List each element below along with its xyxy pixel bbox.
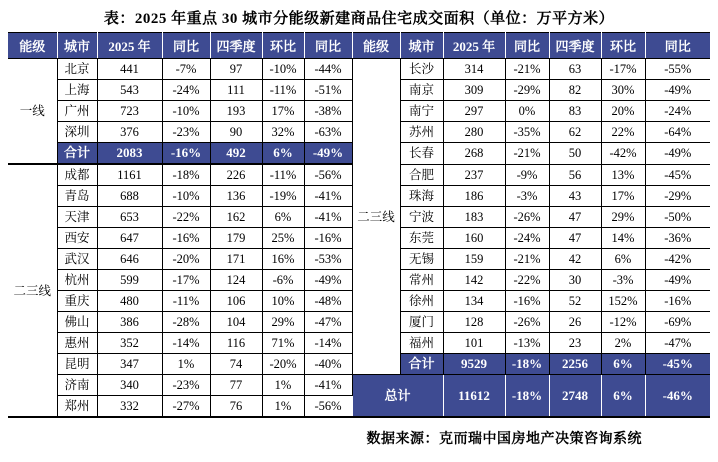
summary-value-cell: 2256 xyxy=(549,354,601,375)
value-cell: 1161 xyxy=(97,164,162,186)
value-cell: -38% xyxy=(304,101,352,122)
value-cell: 152% xyxy=(601,291,645,312)
value-cell: 6% xyxy=(601,249,645,270)
value-cell: 23 xyxy=(549,333,601,354)
value-cell: -16% xyxy=(505,291,549,312)
value-cell: -17% xyxy=(601,59,645,80)
value-cell: 441 xyxy=(97,59,162,80)
value-cell: -18% xyxy=(162,164,210,186)
data-source-note: 数据来源：克而瑞中国房地产决策咨询系统 xyxy=(366,432,642,447)
value-cell: 226 xyxy=(210,164,262,186)
value-cell: 193 xyxy=(210,101,262,122)
value-cell: 14% xyxy=(601,228,645,249)
value-cell: -21% xyxy=(505,249,549,270)
value-cell: -9% xyxy=(505,164,549,186)
city-cell: 济南 xyxy=(57,375,97,396)
value-cell: 0% xyxy=(505,101,549,122)
cities-transaction-table xyxy=(8,32,710,418)
city-cell: 惠州 xyxy=(57,333,97,354)
value-cell: -49% xyxy=(645,80,710,101)
column-header: 环比 xyxy=(262,33,304,59)
value-cell: 128 xyxy=(443,312,505,333)
value-cell: 16% xyxy=(262,249,304,270)
value-cell: 106 xyxy=(210,291,262,312)
column-header: 城市 xyxy=(57,33,97,59)
value-cell: -10% xyxy=(162,101,210,122)
value-cell: 101 xyxy=(443,333,505,354)
value-cell: -51% xyxy=(304,80,352,101)
value-cell: 29% xyxy=(262,312,304,333)
city-cell: 福州 xyxy=(400,333,443,354)
column-header: 环比 xyxy=(601,33,645,59)
city-cell: 长沙 xyxy=(400,59,443,80)
value-cell: 136 xyxy=(210,186,262,207)
column-header: 同比 xyxy=(162,33,210,59)
city-cell: 长春 xyxy=(400,143,443,165)
value-cell: 74 xyxy=(210,354,262,375)
value-cell: -56% xyxy=(304,164,352,186)
value-cell: 480 xyxy=(97,291,162,312)
value-cell: 237 xyxy=(443,164,505,186)
value-cell: -55% xyxy=(645,59,710,80)
city-cell: 厦门 xyxy=(400,312,443,333)
value-cell: 352 xyxy=(97,333,162,354)
value-cell: -27% xyxy=(162,396,210,418)
city-cell: 郑州 xyxy=(57,396,97,418)
value-cell: 186 xyxy=(443,186,505,207)
column-header: 四季度 xyxy=(210,33,262,59)
value-cell: -49% xyxy=(645,270,710,291)
value-cell: 13% xyxy=(601,164,645,186)
value-cell: 32% xyxy=(262,122,304,143)
value-cell: 124 xyxy=(210,270,262,291)
value-cell: -35% xyxy=(505,122,549,143)
tier-cell: 二三线 xyxy=(352,59,400,375)
value-cell: 647 xyxy=(97,228,162,249)
value-cell: 268 xyxy=(443,143,505,165)
total-value-cell: 11612 xyxy=(443,375,505,418)
city-cell: 广州 xyxy=(57,101,97,122)
table-header-row xyxy=(8,33,710,59)
value-cell: -41% xyxy=(304,375,352,396)
value-cell: -47% xyxy=(645,333,710,354)
value-cell: 30 xyxy=(549,270,601,291)
value-cell: 50 xyxy=(549,143,601,165)
table-row xyxy=(8,59,710,80)
value-cell: 599 xyxy=(97,270,162,291)
city-cell: 天津 xyxy=(57,207,97,228)
value-cell: -7% xyxy=(162,59,210,80)
value-cell: 1% xyxy=(262,375,304,396)
value-cell: 183 xyxy=(443,207,505,228)
value-cell: 340 xyxy=(97,375,162,396)
value-cell: -47% xyxy=(304,312,352,333)
summary-value-cell: 6% xyxy=(262,143,304,165)
value-cell: 314 xyxy=(443,59,505,80)
value-cell: -16% xyxy=(645,291,710,312)
city-cell: 青岛 xyxy=(57,186,97,207)
value-cell: 723 xyxy=(97,101,162,122)
summary-value-cell: -18% xyxy=(505,354,549,375)
value-cell: 111 xyxy=(210,80,262,101)
value-cell: -36% xyxy=(645,228,710,249)
value-cell: -69% xyxy=(645,312,710,333)
value-cell: -3% xyxy=(601,270,645,291)
value-cell: 25% xyxy=(262,228,304,249)
value-cell: 280 xyxy=(443,122,505,143)
value-cell: 56 xyxy=(549,164,601,186)
column-header: 同比 xyxy=(505,33,549,59)
value-cell: -26% xyxy=(505,207,549,228)
total-value-cell: -18% xyxy=(505,375,549,418)
value-cell: 171 xyxy=(210,249,262,270)
value-cell: 29% xyxy=(601,207,645,228)
value-cell: 653 xyxy=(97,207,162,228)
summary-value-cell: 2083 xyxy=(97,143,162,165)
value-cell: -53% xyxy=(304,249,352,270)
city-cell: 南宁 xyxy=(400,101,443,122)
value-cell: 688 xyxy=(97,186,162,207)
value-cell: 142 xyxy=(443,270,505,291)
value-cell: -24% xyxy=(505,228,549,249)
value-cell: 30% xyxy=(601,80,645,101)
summary-value-cell: 9529 xyxy=(443,354,505,375)
column-header: 2025 年 xyxy=(97,33,162,59)
value-cell: -13% xyxy=(505,333,549,354)
value-cell: 90 xyxy=(210,122,262,143)
column-header: 城市 xyxy=(400,33,443,59)
value-cell: 97 xyxy=(210,59,262,80)
value-cell: -14% xyxy=(162,333,210,354)
value-cell: -24% xyxy=(162,80,210,101)
column-header: 同比 xyxy=(304,33,352,59)
tier-cell: 一线 xyxy=(8,59,57,165)
value-cell: 20% xyxy=(601,101,645,122)
value-cell: 42 xyxy=(549,249,601,270)
value-cell: 1% xyxy=(162,354,210,375)
value-cell: -11% xyxy=(262,80,304,101)
value-cell: 63 xyxy=(549,59,601,80)
value-cell: -16% xyxy=(304,228,352,249)
city-cell: 无锡 xyxy=(400,249,443,270)
total-label-cell: 总计 xyxy=(352,375,443,418)
value-cell: -10% xyxy=(262,59,304,80)
value-cell: 26 xyxy=(549,312,601,333)
value-cell: -11% xyxy=(262,164,304,186)
value-cell: 646 xyxy=(97,249,162,270)
value-cell: 179 xyxy=(210,228,262,249)
summary-value-cell: 6% xyxy=(601,354,645,375)
summary-value-cell: -45% xyxy=(645,354,710,375)
value-cell: -24% xyxy=(645,101,710,122)
value-cell: 309 xyxy=(443,80,505,101)
value-cell: -44% xyxy=(304,59,352,80)
value-cell: 52 xyxy=(549,291,601,312)
city-cell: 重庆 xyxy=(57,291,97,312)
value-cell: -63% xyxy=(304,122,352,143)
total-value-cell: 2748 xyxy=(549,375,601,418)
value-cell: -3% xyxy=(505,186,549,207)
value-cell: 347 xyxy=(97,354,162,375)
value-cell: -42% xyxy=(645,249,710,270)
value-cell: 62 xyxy=(549,122,601,143)
value-cell: 162 xyxy=(210,207,262,228)
value-cell: -26% xyxy=(505,312,549,333)
value-cell: -20% xyxy=(162,249,210,270)
value-cell: 104 xyxy=(210,312,262,333)
total-value-cell: -46% xyxy=(645,375,710,418)
column-header: 能级 xyxy=(352,33,400,59)
value-cell: 83 xyxy=(549,101,601,122)
city-cell: 南京 xyxy=(400,80,443,101)
city-cell: 成都 xyxy=(57,164,97,186)
city-cell: 深圳 xyxy=(57,122,97,143)
city-cell: 苏州 xyxy=(400,122,443,143)
value-cell: 297 xyxy=(443,101,505,122)
value-cell: -49% xyxy=(645,143,710,165)
value-cell: -50% xyxy=(645,207,710,228)
city-cell: 西安 xyxy=(57,228,97,249)
summary-value-cell: -16% xyxy=(162,143,210,165)
value-cell: 82 xyxy=(549,80,601,101)
value-cell: 134 xyxy=(443,291,505,312)
summary-value-cell: 492 xyxy=(210,143,262,165)
table-title: 表：2025 年重点 30 城市分能级新建商品住宅成交面积（单位：万平方米） xyxy=(103,11,615,27)
table-row xyxy=(8,375,710,396)
value-cell: 332 xyxy=(97,396,162,418)
value-cell: 160 xyxy=(443,228,505,249)
city-cell: 佛山 xyxy=(57,312,97,333)
value-cell: -21% xyxy=(505,59,549,80)
value-cell: 543 xyxy=(97,80,162,101)
value-cell: 6% xyxy=(262,207,304,228)
value-cell: -42% xyxy=(601,143,645,165)
value-cell: -41% xyxy=(304,207,352,228)
value-cell: -22% xyxy=(505,270,549,291)
column-header: 四季度 xyxy=(549,33,601,59)
value-cell: 10% xyxy=(262,291,304,312)
value-cell: -12% xyxy=(601,312,645,333)
tier-cell: 二三线 xyxy=(8,164,57,417)
city-cell: 东莞 xyxy=(400,228,443,249)
value-cell: -56% xyxy=(304,396,352,418)
column-header: 2025 年 xyxy=(443,33,505,59)
value-cell: -6% xyxy=(262,270,304,291)
value-cell: 17% xyxy=(601,186,645,207)
column-header: 同比 xyxy=(645,33,710,59)
value-cell: 17% xyxy=(262,101,304,122)
value-cell: -45% xyxy=(645,164,710,186)
city-cell: 徐州 xyxy=(400,291,443,312)
value-cell: -11% xyxy=(162,291,210,312)
value-cell: 116 xyxy=(210,333,262,354)
value-cell: 2% xyxy=(601,333,645,354)
value-cell: 47 xyxy=(549,207,601,228)
value-cell: -49% xyxy=(304,270,352,291)
city-cell: 宁波 xyxy=(400,207,443,228)
value-cell: -41% xyxy=(304,186,352,207)
value-cell: -22% xyxy=(162,207,210,228)
total-value-cell: 6% xyxy=(601,375,645,418)
city-cell: 上海 xyxy=(57,80,97,101)
column-header: 能级 xyxy=(8,33,57,59)
value-cell: -28% xyxy=(162,312,210,333)
value-cell: -29% xyxy=(505,80,549,101)
value-cell: 22% xyxy=(601,122,645,143)
value-cell: -16% xyxy=(162,228,210,249)
value-cell: -14% xyxy=(304,333,352,354)
value-cell: 386 xyxy=(97,312,162,333)
city-cell: 武汉 xyxy=(57,249,97,270)
value-cell: 1% xyxy=(262,396,304,418)
city-cell: 常州 xyxy=(400,270,443,291)
value-cell: -40% xyxy=(304,354,352,375)
city-cell: 合肥 xyxy=(400,164,443,186)
value-cell: 376 xyxy=(97,122,162,143)
value-cell: -64% xyxy=(645,122,710,143)
value-cell: 76 xyxy=(210,396,262,418)
value-cell: -29% xyxy=(645,186,710,207)
value-cell: 159 xyxy=(443,249,505,270)
value-cell: -21% xyxy=(505,143,549,165)
value-cell: 43 xyxy=(549,186,601,207)
summary-label-cell: 合计 xyxy=(57,143,97,165)
value-cell: -23% xyxy=(162,375,210,396)
value-cell: -19% xyxy=(262,186,304,207)
value-cell: -48% xyxy=(304,291,352,312)
city-cell: 杭州 xyxy=(57,270,97,291)
summary-label-cell: 合计 xyxy=(400,354,443,375)
city-cell: 北京 xyxy=(57,59,97,80)
value-cell: 77 xyxy=(210,375,262,396)
value-cell: -17% xyxy=(162,270,210,291)
city-cell: 昆明 xyxy=(57,354,97,375)
city-cell: 珠海 xyxy=(400,186,443,207)
value-cell: 47 xyxy=(549,228,601,249)
value-cell: -20% xyxy=(262,354,304,375)
value-cell: 71% xyxy=(262,333,304,354)
value-cell: -23% xyxy=(162,122,210,143)
summary-value-cell: -49% xyxy=(304,143,352,165)
value-cell: -10% xyxy=(162,186,210,207)
